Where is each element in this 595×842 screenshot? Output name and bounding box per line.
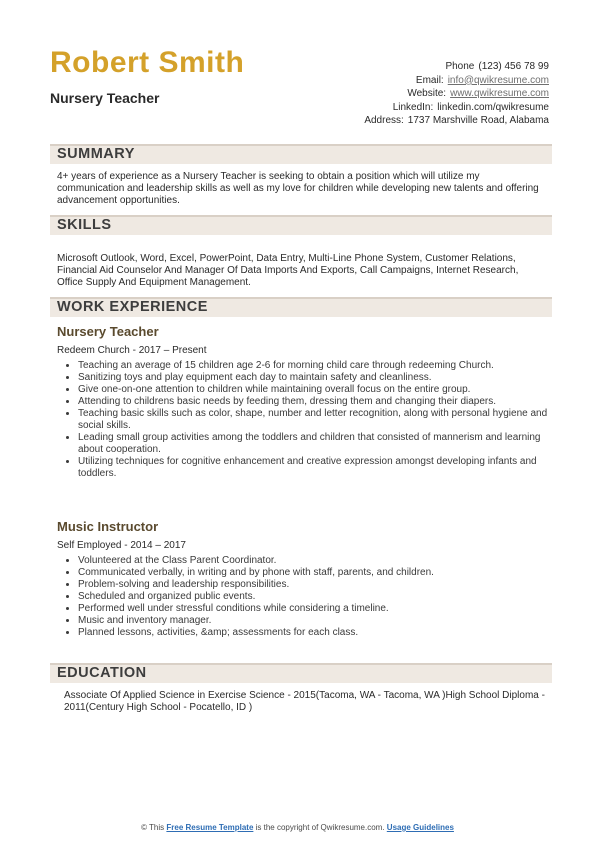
list-item: • Leading small group activities among the toddlers and children that consisted of mannerism and learning about cooperation. [78,432,568,456]
skills-heading: SKILLS [57,217,112,233]
experience-heading-bar [50,297,552,317]
experience-heading: WORK EXPERIENCE [57,299,208,315]
list-item: • Teaching an average of 15 children age 2-6 for morning child care through redeeming Church. [78,360,568,372]
summary-text: 4+ years of experience as a Nursery Teacher is seeking to obtain a position which will utilize my communication and leadership skills as well as my love for children while developing new talents and offering advancement opportunities. [57,171,539,206]
job-title: Music Instructor [57,519,159,534]
candidate-title: Nursery Teacher [50,90,160,106]
footer-middle: is the copyright of Qwikresume.com. [255,823,385,832]
phone-label: Phone [445,61,475,72]
address-label: Address: [364,115,404,127]
website-label: Website: [407,88,447,100]
address-value: 1737 Marshville Road, Alabama [407,115,549,127]
list-item: • Planned lessons, activities, &amp; assessments for each class. [78,627,568,639]
linkedin-label: LinkedIn: [392,101,434,113]
list-item: • Performed well under stressful conditions while considering a timeline. [78,603,568,615]
list-item: • Give one-on-one attention to children while maintaining overall focus on the entire group. [78,384,568,396]
phone-value: (123) 456 78 99 [478,61,549,72]
list-item: • Music and inventory manager. [78,615,568,627]
education-text: Associate Of Applied Science in Exercise Science - 2015(Tacoma, WA - Tacoma, WA )High School Diploma - 2011(Century High School - Pocatello, ID ) [64,690,545,713]
summary-heading-bar [50,144,552,164]
free-template-link[interactable]: Free Resume Template [166,823,254,832]
list-item: • Sanitizing toys and play equipment each day to maintain safety and cleanliness. [78,372,568,384]
list-item: • Scheduled and organized public events. [78,591,568,603]
contact-email [364,74,549,88]
website-link[interactable]: www.qwikresume.com [450,88,549,100]
list-item: • Communicated verbally, in writing and by phone with staff, parents, and children. [78,567,568,579]
contact-phone [364,60,549,74]
list-item: • Teaching basic skills such as color, shape, number and letter recognition, along with personal hygiene and social skills. [78,408,568,432]
summary-heading: SUMMARY [57,146,135,162]
education-heading: EDUCATION [57,665,147,681]
contact-website [364,87,549,101]
contact-block [364,60,549,128]
linkedin-value: linkedin.com/qwikresume [437,101,549,113]
job-meta: Redeem Church - 2017 – Present [57,345,207,356]
education-heading-bar [50,663,552,683]
job-title: Nursery Teacher [57,324,159,339]
email-link[interactable]: info@qwikresume.com [447,74,549,86]
list-item: • Volunteered at the Class Parent Coordinator. [78,555,568,567]
list-item: • Utilizing techniques for cognitive enhancement and creative expression amongst developing infants and toddlers. [78,456,568,480]
list-item: • Attending to childrens basic needs by feeding them, dressing them and changing their diapers. [78,396,568,408]
skills-heading-bar [50,215,552,235]
list-item: • Problem-solving and leadership responsibilities. [78,579,568,591]
job-bullets [60,360,568,480]
job-bullets [60,555,568,639]
contact-address [364,114,549,128]
footer [0,823,595,832]
email-label: Email: [415,74,444,86]
footer-prefix: © This [141,823,165,832]
skills-text: Microsoft Outlook, Word, Excel, PowerPoint, Data Entry, Multi-Line Phone System, Customer Relations, Financial Aid Counselor And Manager Of Data Imports And Exports, Call Campaigns, Internet Research, Office Supply And Equipment Management. [57,253,519,288]
usage-guidelines-link[interactable]: Usage Guidelines [386,823,454,832]
job-meta: Self Employed - 2014 – 2017 [57,540,186,551]
candidate-name: Robert Smith [50,46,245,79]
contact-linkedin [364,101,549,115]
